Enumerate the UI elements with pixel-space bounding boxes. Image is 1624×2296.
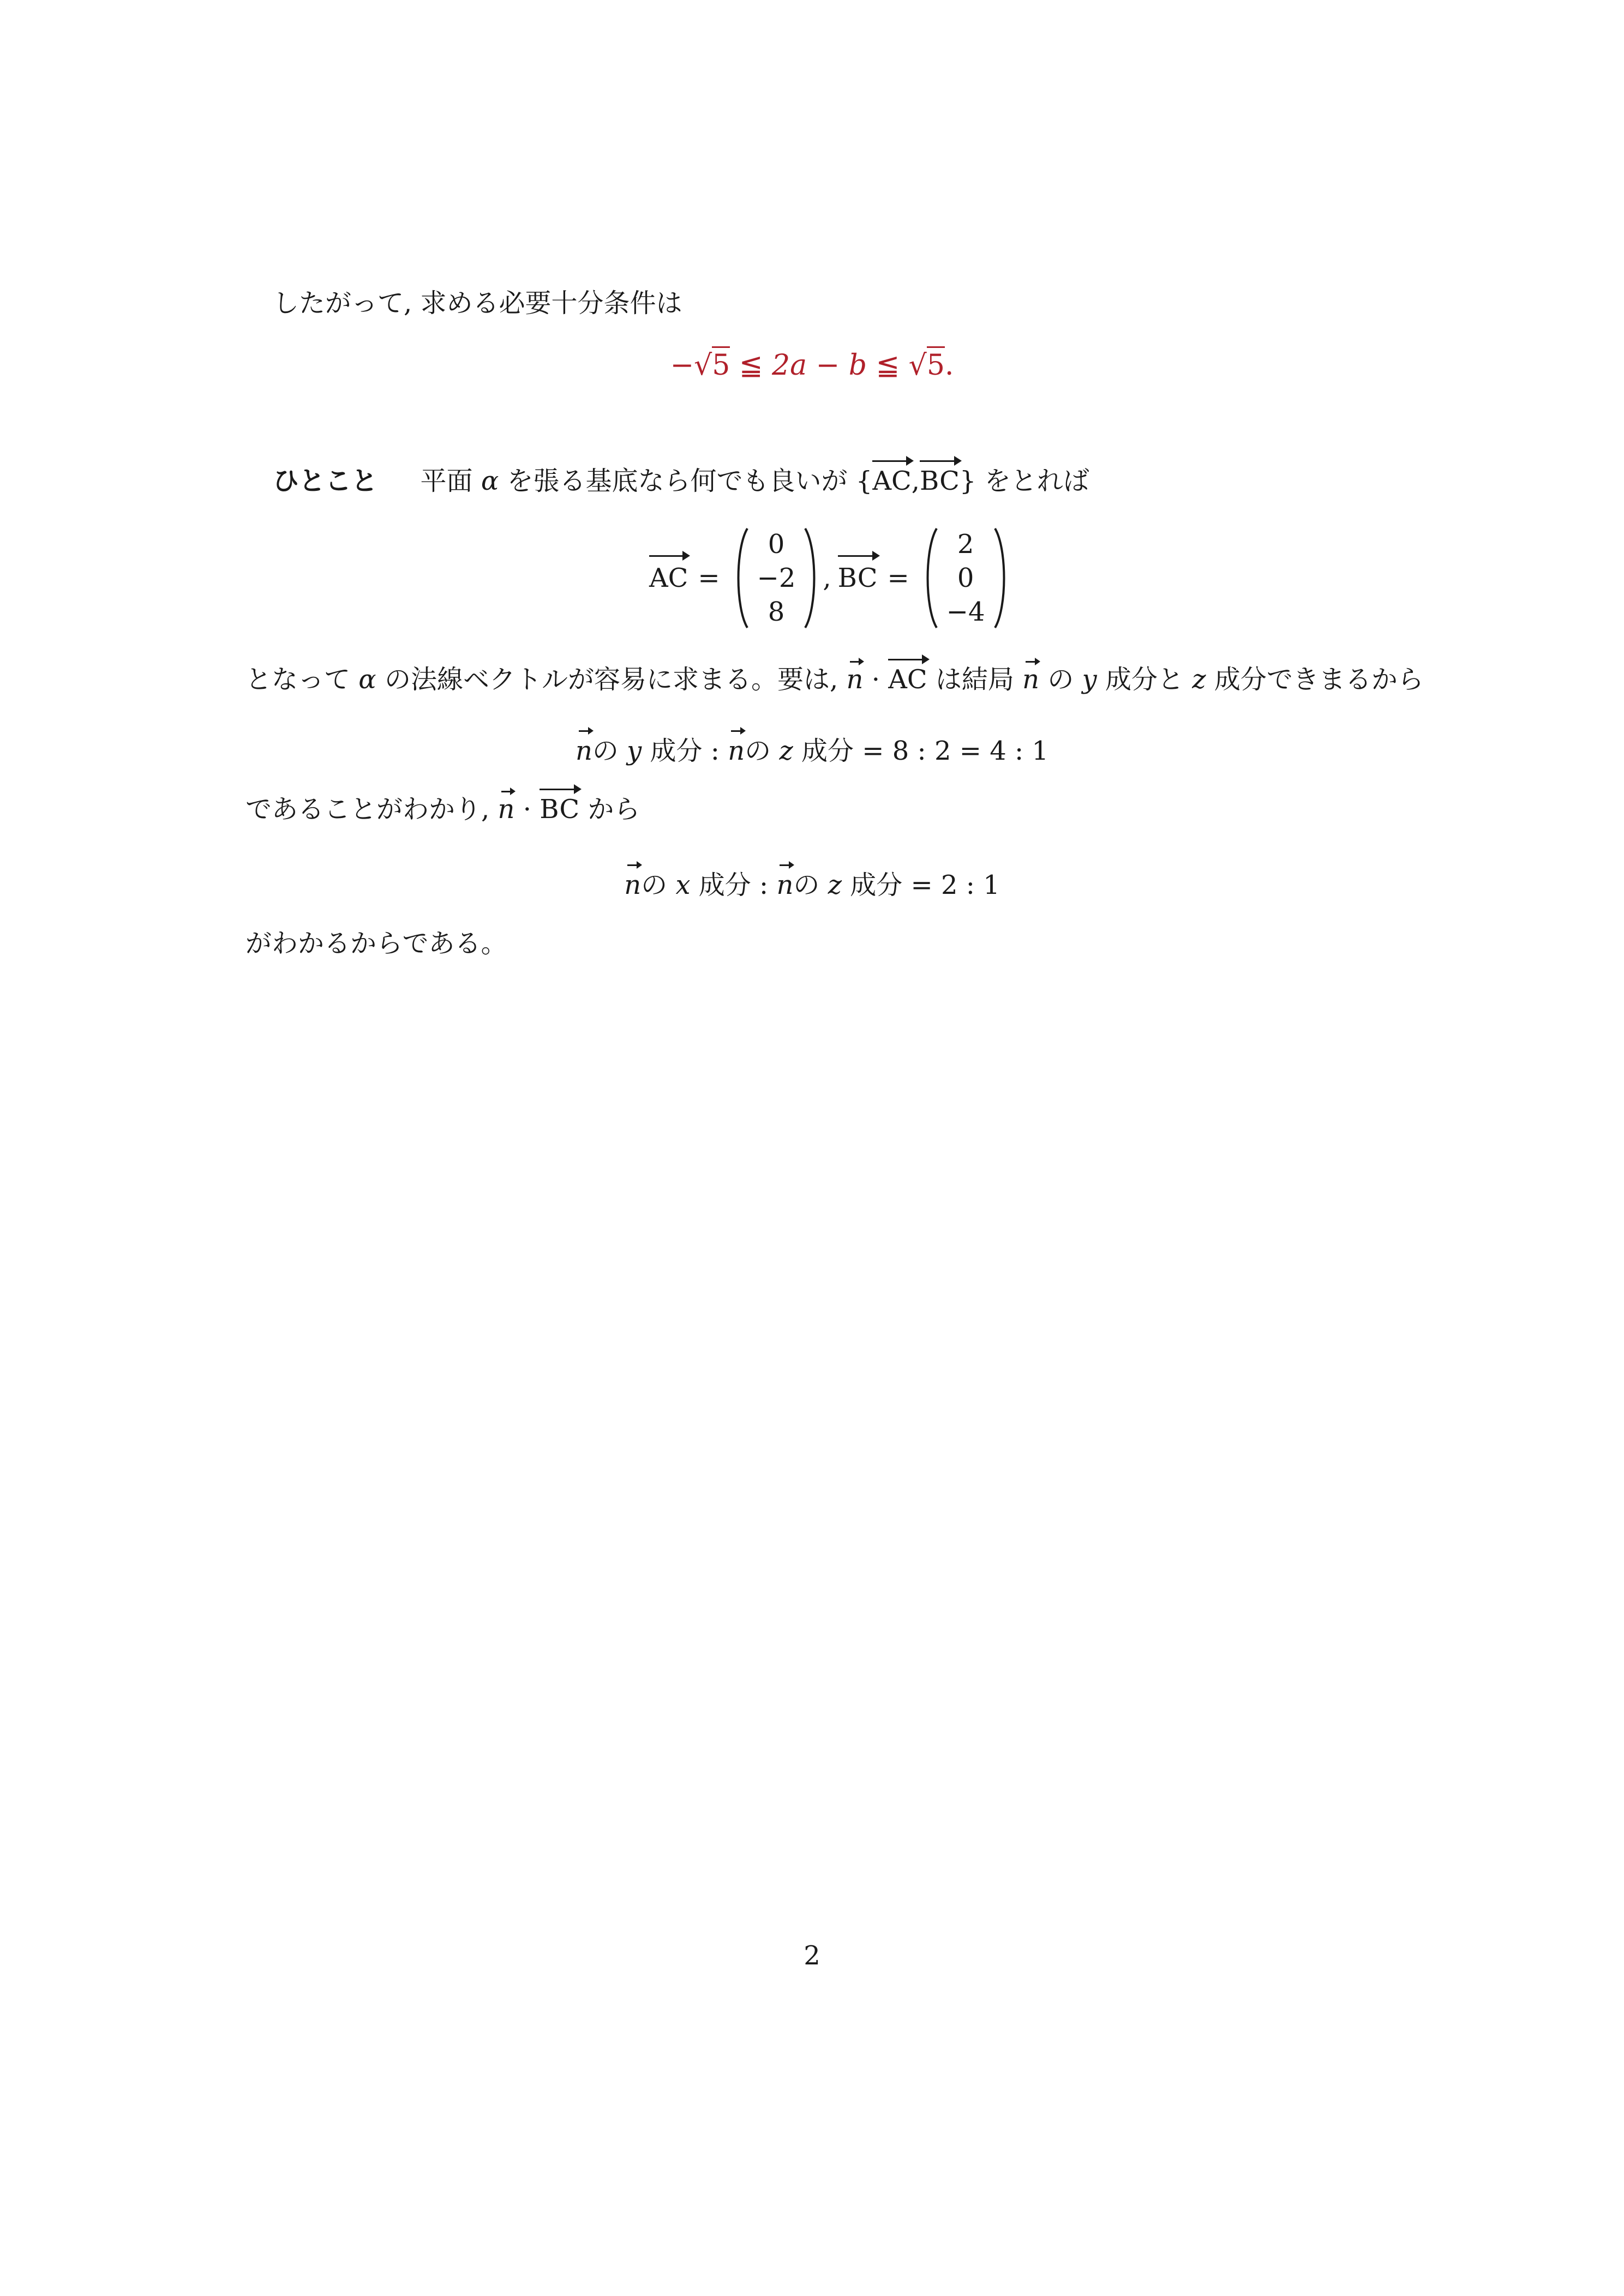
sqrt-symbol: √: [694, 349, 712, 382]
sqrt-symbol-2: √: [908, 349, 927, 382]
var-y: y: [1082, 664, 1097, 695]
ratio-xz: [0, 864, 1624, 901]
var-z: z: [1192, 664, 1206, 695]
matrix-ac-cell: 8: [768, 597, 785, 627]
leq-sign-2: ≦: [876, 349, 900, 382]
comma-separator: ,: [823, 563, 831, 593]
text: 成分 :: [698, 870, 769, 900]
sqrt-value-2: 5: [927, 346, 945, 382]
matrix-bc-cell: −4: [946, 597, 985, 627]
text: 成分 = 2 : 1: [850, 870, 1000, 900]
alpha-symbol: α: [358, 664, 376, 695]
condition-formula: [0, 349, 1624, 382]
text: の法線ベクトルが容易に求まる。要は,: [384, 664, 838, 695]
remark-line: [273, 468, 1089, 494]
left-paren: [922, 527, 939, 629]
vector-bc-label: BC: [837, 563, 878, 593]
text: から: [588, 794, 640, 825]
equals-2: =: [887, 563, 909, 593]
var-y: y: [627, 736, 642, 766]
condition-middle: 2a − b: [772, 349, 867, 382]
dot-operator: ·: [871, 664, 880, 695]
vector-bc: BC: [540, 794, 580, 825]
remark-heading: ひとこと: [273, 466, 378, 496]
sqrt-value-1: 5: [712, 346, 730, 382]
var-z: z: [828, 870, 842, 900]
vector-ac: AC: [888, 664, 927, 695]
matrix-ac-cell: 0: [768, 529, 785, 560]
text: の: [745, 736, 771, 766]
set-open: {: [855, 466, 873, 496]
text: の: [793, 870, 820, 900]
follow-line: [245, 794, 640, 825]
matrix-bc-cell: 2: [957, 529, 974, 560]
text: 成分できまるから: [1214, 664, 1424, 695]
text: は結局: [935, 664, 1014, 695]
text: 成分 = 8 : 2 = 4 : 1: [801, 736, 1049, 766]
set-close: }: [959, 466, 976, 496]
vector-ac-label: AC: [649, 563, 688, 593]
ratio-yz: [0, 730, 1624, 767]
vector-n: n: [624, 870, 642, 900]
text: の: [641, 870, 668, 900]
page-number: 2: [804, 1940, 820, 1971]
comma: ,: [911, 466, 920, 496]
vector-n: n: [1022, 664, 1040, 695]
vector-ac: AC: [872, 466, 912, 496]
right-paren: [993, 527, 1009, 629]
remark-text-a: 平面: [420, 466, 473, 496]
text: の: [1047, 664, 1074, 695]
var-z: z: [779, 736, 793, 766]
matrix-ac: [733, 527, 820, 629]
right-paren: [803, 527, 819, 629]
intro-line: したがって, 求める必要十分条件は: [273, 288, 682, 318]
equals-1: =: [698, 563, 720, 593]
normal-vector-line: [245, 666, 1424, 693]
leq-sign-1: ≦: [739, 349, 763, 382]
text: であることがわかり,: [245, 794, 490, 825]
left-paren: [733, 527, 750, 629]
remark-text-c: をとれば: [984, 466, 1089, 496]
matrix-bc: [922, 527, 1009, 629]
vector-n: n: [498, 794, 515, 825]
vector-n: n: [728, 736, 745, 766]
remark-text-b: を張る基底なら何でも良いが: [507, 466, 848, 496]
vector-bc: BC: [920, 466, 960, 496]
var-x: x: [675, 870, 691, 900]
text: 成分 :: [650, 736, 720, 766]
dot-operator: ·: [523, 794, 531, 825]
matrix-ac-cell: −2: [757, 563, 796, 593]
vector-n: n: [846, 664, 864, 695]
alpha-symbol: α: [481, 466, 499, 496]
text: の: [592, 736, 619, 766]
text: 成分と: [1105, 664, 1184, 695]
minus-sign: −: [670, 349, 694, 382]
vector-n: n: [776, 870, 794, 900]
text: となって: [245, 664, 351, 695]
matrix-bc-cell: 0: [957, 563, 974, 593]
vector-n: n: [575, 736, 592, 766]
vector-display: [649, 526, 1012, 630]
closing-line: がわかるからである。: [245, 928, 507, 959]
period: .: [944, 349, 954, 382]
